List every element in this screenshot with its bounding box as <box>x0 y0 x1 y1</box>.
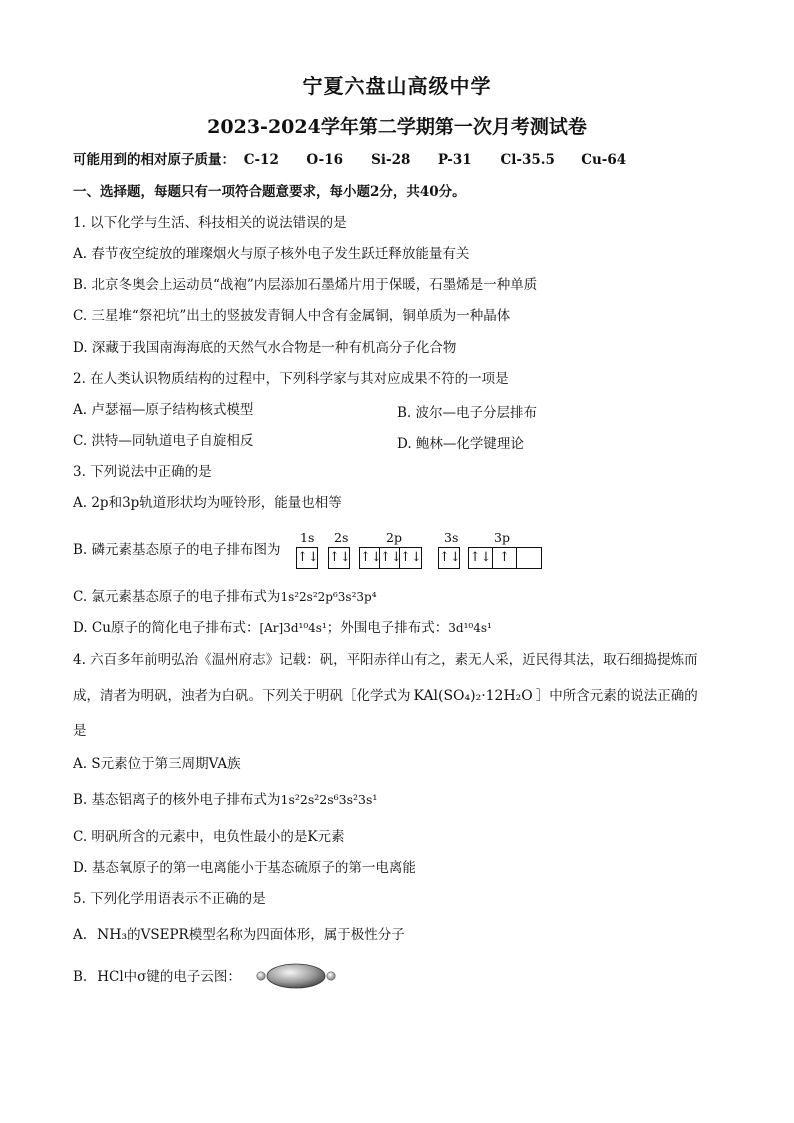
orbital-label-2p: 2p <box>386 530 402 545</box>
mass-item: C-12 <box>243 152 279 168</box>
q4-option-b-config: 1s²2s²2s⁶3s²3s¹ <box>280 792 378 807</box>
mass-item: Si-28 <box>371 152 411 168</box>
q1-option-a: A. 春节夜空绽放的璀璨烟火与原子核外电子发生跃迁释放能量有关 <box>73 246 470 262</box>
section-heading: 一、选择题，每题只有一项符合题意要求，每小题2分，共40分。 <box>73 184 466 200</box>
orbital-cell: ↑↓ <box>329 550 351 565</box>
q1-option-b: B. 北京冬奥会上运动员“战袍”内层添加石墨烯片用于保暖，石墨烯是一种单质 <box>73 277 538 293</box>
q5-option-a-text: 的VSEPR模型名称为四面体形，属于极性分子 <box>127 927 405 943</box>
orbital-cell: ↑↓ <box>439 550 461 565</box>
q2-stem: 2. 在人类认识物质结构的过程中，下列科学家与其对应成果不符的一项是 <box>73 371 509 387</box>
orbital-cell <box>517 548 541 568</box>
orbital-diagram <box>292 530 552 578</box>
q4-stem-line3: 是 <box>73 723 87 739</box>
exam-title: 2023-2024学年第二学期第一次月考测试卷 <box>207 116 587 138</box>
q3-option-c-text: C. 氯元素基态原子的电子排布式为 <box>73 589 281 605</box>
q3-option-c <box>73 588 377 606</box>
orbital-cell: ↑↓ <box>360 548 380 568</box>
q3-option-d-text: D. Cu原子的简化电子排布式： <box>73 620 260 636</box>
q3-stem: 3. 下列说法中正确的是 <box>73 464 212 480</box>
q5-option-b <box>73 968 241 986</box>
q3-option-d-config2: 3d¹⁰4s¹ <box>448 621 492 635</box>
orbital-box-3p <box>468 547 542 569</box>
q2-option-a: A. 卢瑟福—原子结构核式模型 <box>73 402 254 418</box>
q4-option-c: C. 明矾所含的元素中，电负性最小的是K元素 <box>73 829 345 845</box>
mass-item: Cu-64 <box>581 152 627 168</box>
mass-item: P-31 <box>437 152 472 168</box>
q3-option-d-config1: [Ar]3d¹⁰4s¹ <box>259 621 327 635</box>
q5-option-a <box>73 926 405 944</box>
orbital-cell: ↑↓ <box>380 548 400 568</box>
q5-option-a-label: A. <box>73 927 88 943</box>
sigma-bond-cloud-icon <box>256 963 336 989</box>
orbital-box-2p <box>359 547 422 569</box>
orbital-label-3p: 3p <box>494 530 510 545</box>
q3-option-c-config: 1s²2s²2p⁶3s²3p⁴ <box>280 590 377 604</box>
q1-stem: 1. 以下化学与生活、科技相关的说法错误的是 <box>73 215 347 231</box>
q5-stem: 5. 下列化学用语表示不正确的是 <box>73 891 266 907</box>
q1-option-d: D. 深藏于我国南海海底的天然气水合物是一种有机高分子化合物 <box>73 340 457 356</box>
q2-option-d: D. 鲍林—化学键理论 <box>397 436 524 452</box>
q4-option-b <box>73 791 377 809</box>
nh3-formula: NH₃ <box>97 927 128 943</box>
orbital-label-2s: 2s <box>334 530 349 545</box>
orbital-box-1s <box>296 547 318 569</box>
q5-option-b-text: HCl中σ键的电子云图： <box>97 969 241 985</box>
q3-option-d-mid: ；外围电子排布式： <box>326 620 449 636</box>
alum-formula: KAl(SO₄)₂·12H₂O <box>413 688 533 704</box>
mass-item: Cl-35.5 <box>500 152 555 168</box>
q4-stem-line2-prefix: 成，清者为明矾，浊者为白矾。下列关于明矾［化学式为 <box>73 688 411 704</box>
orbital-cell: ↑↓ <box>400 550 422 565</box>
q2-option-b: B. 波尔—电子分层排布 <box>397 405 538 421</box>
orbital-cell: ↑ <box>493 548 517 568</box>
q3-option-b: B. 磷元素基态原子的电子排布图为 <box>73 542 281 558</box>
atomic-masses-line <box>73 151 626 169</box>
orbital-box-3s <box>438 547 460 569</box>
q2-option-c: C. 洪特—同轨道电子自旋相反 <box>73 433 254 449</box>
q4-option-b-text: B. 基态铝离子的核外电子排布式为 <box>73 792 281 808</box>
mass-item: O-16 <box>306 152 344 168</box>
q4-option-a: A. S元素位于第三周期VA族 <box>73 756 241 772</box>
orbital-cell: ↑↓ <box>469 548 493 568</box>
q3-option-d <box>73 619 492 637</box>
orbital-label-1s: 1s <box>300 530 315 545</box>
orbital-box-2s <box>328 547 350 569</box>
q4-stem-line1: 4. 六百多年前明弘治《温州府志》记载：矾，平阳赤徉山有之，素无人采，近民得其法，取石细捣提炼而 <box>73 652 698 668</box>
orbital-label-3s: 3s <box>444 530 459 545</box>
q1-option-c: C. 三星堆“祭祀坑”出土的竖披发青铜人中含有金属铜，铜单质为一种晶体 <box>73 308 511 324</box>
atomic-masses-label: 可能用到的相对原子质量： <box>73 152 235 168</box>
q3-option-a: A. 2p和3p轨道形状均为哑铃形，能量也相等 <box>73 495 342 511</box>
q4-option-d: D. 基态氧原子的第一电离能小于基态硫原子的第一电离能 <box>73 860 416 876</box>
school-title: 宁夏六盘山高级中学 <box>302 74 492 98</box>
q4-stem-line2 <box>73 687 698 705</box>
orbital-cell: ↑↓ <box>297 550 319 565</box>
q5-option-b-label: B. <box>73 969 88 985</box>
q4-stem-line2-suffix: ］中所含元素的说法正确的 <box>535 688 698 704</box>
